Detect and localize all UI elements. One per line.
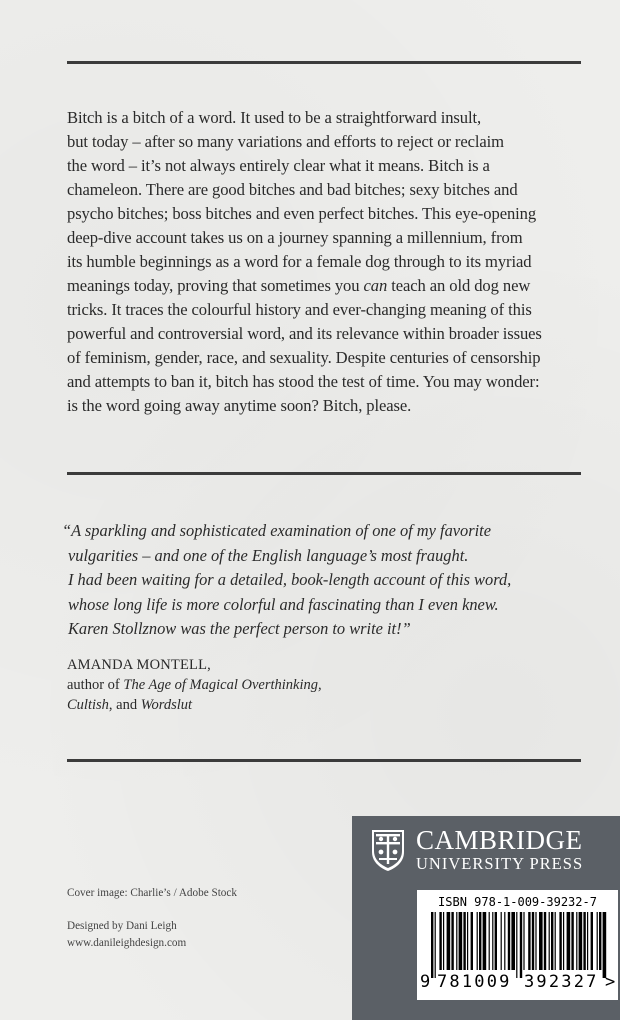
isbn-barcode [417, 890, 618, 1000]
designer-website: www.danileighdesign.com [67, 937, 187, 949]
barcode-bar [599, 912, 601, 970]
blurb-line: and attempts to ban it, bitch has stood the test of time. You may wonder: [67, 372, 540, 391]
barcode-bar [567, 912, 571, 970]
ean-end-mark: > [605, 972, 616, 992]
blurb-line: powerful and controversial word, and its relevance within broader issues [67, 324, 542, 343]
book-description [67, 106, 587, 418]
cambridge-crest-icon [370, 828, 406, 872]
blurb-line: tricks. It traces the colourful history and ever-changing meaning of this [67, 300, 532, 319]
endorsement-quote [62, 519, 592, 642]
barcode-bar [483, 912, 487, 970]
middle-divider [67, 472, 581, 475]
barcode-bar [539, 912, 543, 970]
barcode-bar [431, 912, 433, 978]
blurb-line: psycho bitches; boss bitches and even perfect bitches. This eye-opening [67, 204, 537, 223]
publisher-subtitle: UNIVERSITY PRESS [416, 854, 584, 873]
barcode-bar [555, 912, 556, 970]
barcode-bar [535, 912, 536, 970]
blurb-line: but today – after so many variations and efforts to reject or reclaim [67, 132, 504, 151]
designer-credit: Designed by Dani Leigh [67, 920, 177, 932]
book-title: Wordslut [140, 697, 193, 713]
barcode-bar [501, 912, 502, 970]
blurb-text: teach an old dog new [387, 276, 531, 295]
barcode-bar [528, 912, 530, 970]
barcode-bar [591, 912, 593, 970]
barcode-bar [451, 912, 453, 970]
barcode-bar [511, 912, 515, 970]
conjunction-text: , and [108, 697, 141, 713]
barcode-bar [587, 912, 588, 970]
barcode-bar [516, 912, 517, 978]
barcode-bar [463, 912, 465, 970]
blurb-line: the word – it’s not always entirely clear what it means. Bitch is a [67, 156, 490, 175]
blurb-line [67, 274, 587, 298]
book-title: Cultish [67, 697, 109, 713]
blurb-line: its humble beginnings as a word for a female dog through to its myriad [67, 252, 532, 271]
endorser-name: AMANDA MONTELL, [67, 657, 211, 673]
blurb-line: of feminism, gender, race, and sexuality. Despite centuries of censorship [67, 348, 541, 367]
barcode-bar [467, 912, 468, 970]
barcode-bar [435, 912, 436, 978]
publisher-name: CAMBRIDGE [416, 825, 583, 855]
blurb-line: deep-dive account takes us on a journey spanning a millennium, from [67, 228, 523, 247]
top-divider [67, 61, 581, 64]
quote-line: Karen Stollznow was the perfect person to write it!” [68, 619, 411, 638]
barcode-bar [551, 912, 553, 970]
barcode-bar [571, 912, 573, 970]
endorser-credits [67, 675, 322, 695]
isbn-number: ISBN 978-1-009-39232-7 [438, 895, 597, 909]
book-title: The Age of Magical Overthinking, [123, 677, 322, 693]
barcode-bar [443, 912, 444, 970]
ean-first-digit: 9 [420, 972, 431, 992]
barcode-bar [447, 912, 451, 970]
barcode-bar [559, 912, 561, 970]
barcode-bar [603, 912, 607, 978]
barcode-bar [439, 912, 441, 970]
blurb-line: is the word going away anytime soon? Bitch, please. [67, 396, 412, 415]
cover-image-credit: Cover image: Charlie’s / Adobe Stock [67, 887, 237, 899]
barcode-bar [459, 912, 463, 970]
publisher-panel [352, 816, 620, 1020]
endorser-credits [67, 695, 322, 715]
barcode-bar [489, 912, 490, 970]
barcode-bar [471, 912, 473, 970]
barcode-bar [495, 912, 497, 970]
barcode-bar [579, 912, 583, 970]
bottom-divider [67, 759, 581, 762]
barcode-bar [549, 912, 550, 970]
barcode-bar [456, 912, 457, 970]
barcode-bar [563, 912, 564, 970]
author-of-text: author of [67, 677, 124, 693]
barcode-bar [576, 912, 577, 970]
barcode-bar [520, 912, 522, 978]
ean-left-group: 781009 [437, 972, 512, 992]
barcode-bar [532, 912, 534, 970]
barcode-bar [477, 912, 478, 970]
quote-line: whose long life is more colorful and fascinating than I even knew. [68, 594, 499, 614]
quote-line: vulgarities – and one of the English language’s most fraught. [68, 545, 469, 565]
barcode-bar [583, 912, 585, 970]
barcode-bar [479, 912, 481, 970]
endorsement-attribution [67, 655, 322, 715]
barcode-bar [492, 912, 493, 970]
barcode-bar [597, 912, 598, 970]
blurb-line: chameleon. There are good bitches and bad bitches; sexy bitches and [67, 180, 518, 199]
blurb-text: meanings today, proving that sometimes you [67, 276, 364, 295]
barcode-bars-icon [429, 912, 609, 978]
blurb-line: Bitch is a bitch of a word. It used to be a straightforward insult, [67, 108, 482, 127]
barcode-bar [508, 912, 510, 970]
quote-line: “A sparkling and sophisticated examination of one of my favorite [62, 521, 491, 540]
barcode-bar [523, 912, 524, 970]
barcode-bar [504, 912, 505, 970]
blurb-emphasis: can [363, 276, 388, 295]
quote-line: I had been waiting for a detailed, book-length account of this word, [68, 570, 512, 589]
ean-right-group: 392327 [524, 972, 599, 992]
barcode-bar [544, 912, 546, 970]
